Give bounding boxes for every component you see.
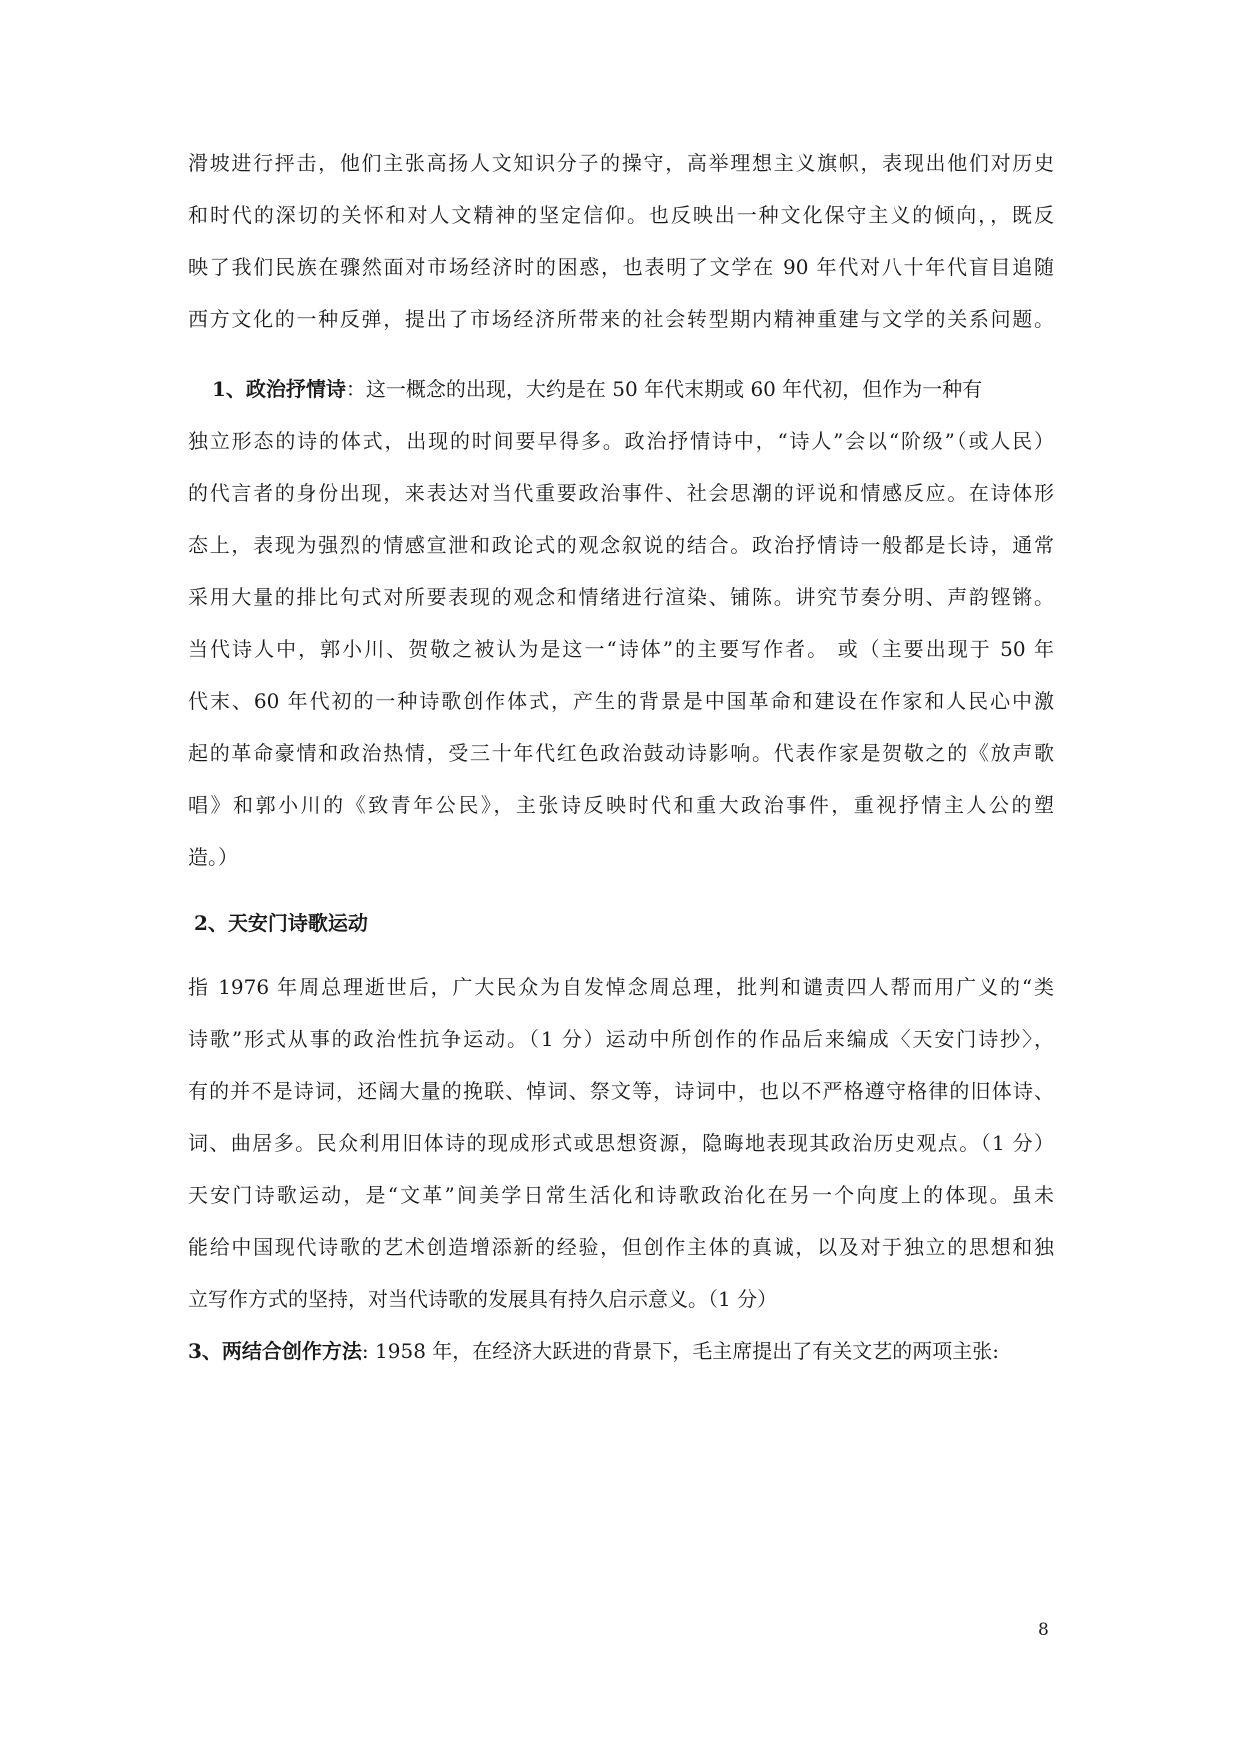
text-line: 指 1976 年周总理逝世后，广大民众为自发悼念周总理，批判和谴责四人帮而用广义的“类 [188,975,1054,999]
section-1-first-line [212,375,1054,403]
text-line: 立写作方式的坚持，对当代诗歌的发展具有持久启示意义。（1 分） [188,1287,778,1311]
text-line: 天安门诗歌运动，是“文革”间美学日常生活化和诗歌政治化在另一个向度上的体现。虽未 [188,1183,1054,1207]
section-3-first-line [188,1337,1054,1365]
section-2-heading: 2、天安门诗歌运动 [194,911,368,935]
text-line: 词、曲居多。民众利用旧体诗的现成形式或思想资源，隐晦地表现其政治历史观点。（1 分） [188,1131,1054,1155]
section-1-first-line-text: ：这一概念的出现，大约是在 50 年代末期或 60 年代初，但作为一种有 [345,377,983,401]
text-line: 采用大量的排比句式对所要表现的观念和情绪进行渲染、铺陈。讲究节奏分明、声韵铿锵。 [188,585,1054,609]
section-3-heading: 3、两结合创作方法 [188,1339,362,1363]
text-line: 唱》和郭小川的《致青年公民》，主张诗反映时代和重大政治事件，重视抒情主人公的塑 [188,793,1054,817]
text-line: 滑坡进行抨击，他们主张高扬人文知识分子的操守，高举理想主义旗帜，表现出他们对历史 [188,151,1054,175]
text-line: 诗歌”形式从事的政治性抗争运动。（1 分）运动中所创作的作品后来编成〈天安门诗抄〉， [188,1027,1054,1051]
text-line: 的代言者的身份出现，来表达对当代重要政治事件、社会思潮的评说和情感反应。在诗体形 [188,481,1054,505]
text-line: 态上，表现为强烈的情感宣泄和政论式的观念叙说的结合。政治抒情诗一般都是长诗，通常 [188,533,1054,557]
text-line: 造。） [188,845,238,869]
page-number: 8 [1038,1620,1049,1640]
text-line: 有的并不是诗词，还阔大量的挽联、悼词、祭文等，诗词中，也以不严格遵守格律的旧体诗、 [188,1079,1054,1103]
section-1-heading: 1、政治抒情诗 [212,377,346,401]
text-line: 起的革命豪情和政治热情，受三十年代红色政治鼓动诗影响。代表作家是贺敬之的《放声歌 [188,741,1054,765]
text-line: 映了我们民族在骤然面对市场经济时的困惑，也表明了文学在 90 年代对八十年代盲目追随 [188,255,1054,279]
section-3-first-line-text: : 1958 年，在经济大跃进的背景下，毛主席提出了有关文艺的两项主张: [361,1339,1000,1363]
text-line: 独立形态的诗的体式，出现的时间要早得多。政治抒情诗中，“诗人”会以“阶级”（或人民） [188,429,1054,453]
text-line: 当代诗人中，郭小川、贺敬之被认为是这一“诗体”的主要写作者。 或（主要出现于 50 年 [188,637,1054,661]
text-line: 能给中国现代诗歌的艺术创造增添新的经验，但创作主体的真诚，以及对于独立的思想和独 [188,1235,1054,1259]
text-line: 代末、60 年代初的一种诗歌创作体式，产生的背景是中国革命和建设在作家和人民心中激 [188,689,1054,713]
text-line: 西方文化的一种反弹，提出了市场经济所带来的社会转型期内精神重建与文学的关系问题。 [188,307,1054,331]
text-line: 和时代的深切的关怀和对人文精神的坚定信仰。也反映出一种文化保守主义的倾向，，既反 [188,203,1054,227]
